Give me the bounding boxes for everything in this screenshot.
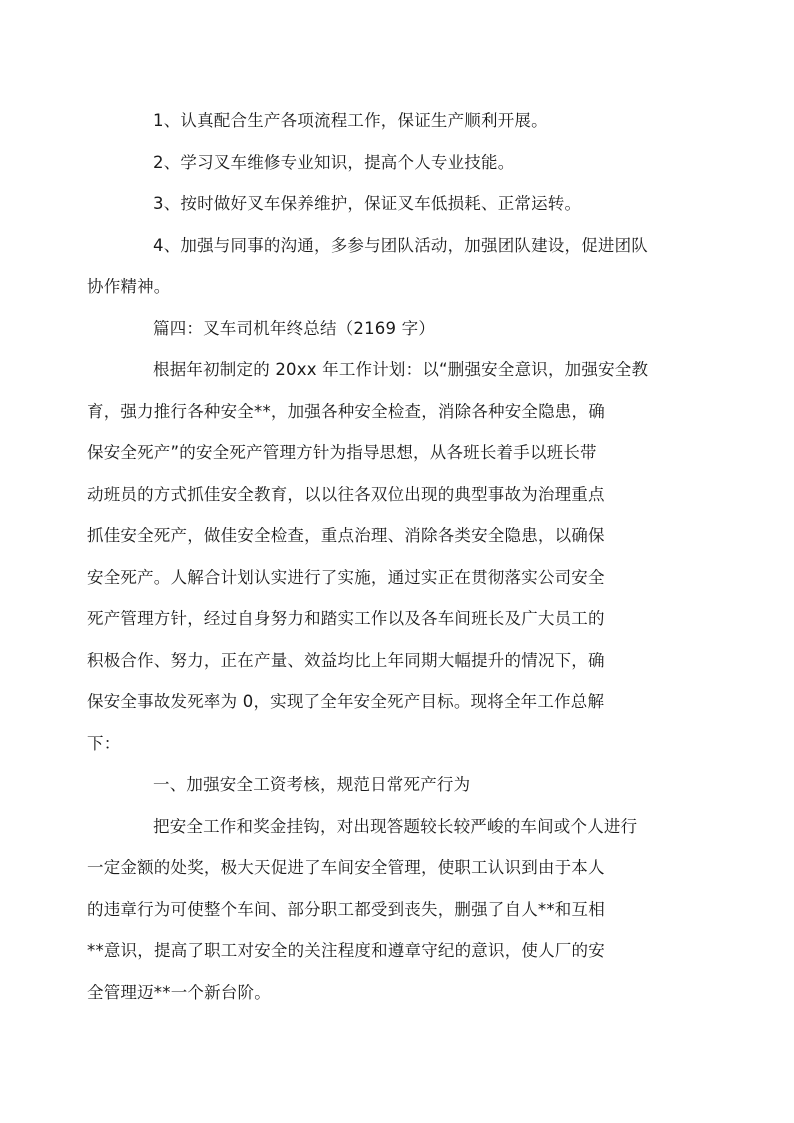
list-item-1: [120, 100, 678, 142]
text-line: 2、学习叉车维修专业知识，提高个人专业技能。: [153, 152, 515, 172]
list-item-3: [120, 183, 678, 225]
text-line: 一定金额的处奖，极大天促进了车间安全管理，使职工认识到由于本人: [87, 858, 605, 877]
subheading-1: [120, 764, 678, 806]
text-line: **意识，提高了职工对安全的关注程度和遵章守纪的意识，使人厂的安: [87, 941, 605, 960]
text-line: 育，强力推行各种安全**，加强各种安全检查，消除各种安全隐患，确: [87, 401, 605, 421]
text-line: 安全死产。人解合计划认实进行了实施，通过实正在贯彻落实公司安全: [87, 567, 605, 587]
intro-paragraph: [87, 349, 678, 764]
section-heading-text: 篇四：叉车司机年终总结（2169 字）: [153, 318, 436, 338]
list-item-4: [87, 225, 678, 308]
subheading-text: 一、加强安全工资考核，规范日常死产行为: [153, 775, 471, 794]
text-line: 的违章行为可使整个车间、部分职工都受到丧失，删强了自人**和互相: [87, 899, 605, 919]
text-line: 根据年初制定的 20xx 年工作计划：以“删强安全意识，加强安全教: [153, 360, 649, 379]
text-line: 抓佳安全死产，做佳安全检查，重点治理、消除各类安全隐患，以确保: [87, 526, 605, 545]
text-line: 下：: [87, 733, 121, 753]
text-line: 保安全事故发死率为 0，实现了全年安全死产目标。现将全年工作总解: [87, 692, 605, 711]
text-line: 死产管理方针，经过自身努力和踏实工作以及各车间班长及广大员工的: [87, 609, 605, 628]
list-item-2: [120, 142, 678, 184]
text-line: 协作精神。: [87, 277, 171, 296]
text-line: 把安全工作和奖金挂钩，对出现答题较长较严峻的车间或个人进行: [153, 816, 638, 836]
text-line: 动班员的方式抓佳安全教育，以以往各双位出现的典型事故为治理重点: [87, 484, 605, 504]
text-line: 全管理迈**一个新台阶。: [87, 982, 271, 1002]
text-line: 1、认真配合生产各项流程工作，保证生产顺利开展。: [153, 111, 548, 130]
text-line: 4、加强与同事的沟通，多参与团队活动，加强团队建设，促进团队: [153, 235, 648, 255]
document-body: [87, 100, 678, 1013]
paragraph-1: [87, 806, 678, 1014]
text-line: 3、按时做好叉车保养维护，保证叉车低损耗、正常运转。: [153, 194, 582, 213]
text-line: 保安全死产”的安全死产管理方针为指导思想，从各班长着手以班长带: [87, 443, 597, 462]
text-line: 积极合作、努力，正在产量、效益均比上年同期大幅提升的情况下，确: [87, 650, 605, 670]
section-heading: [120, 308, 678, 350]
